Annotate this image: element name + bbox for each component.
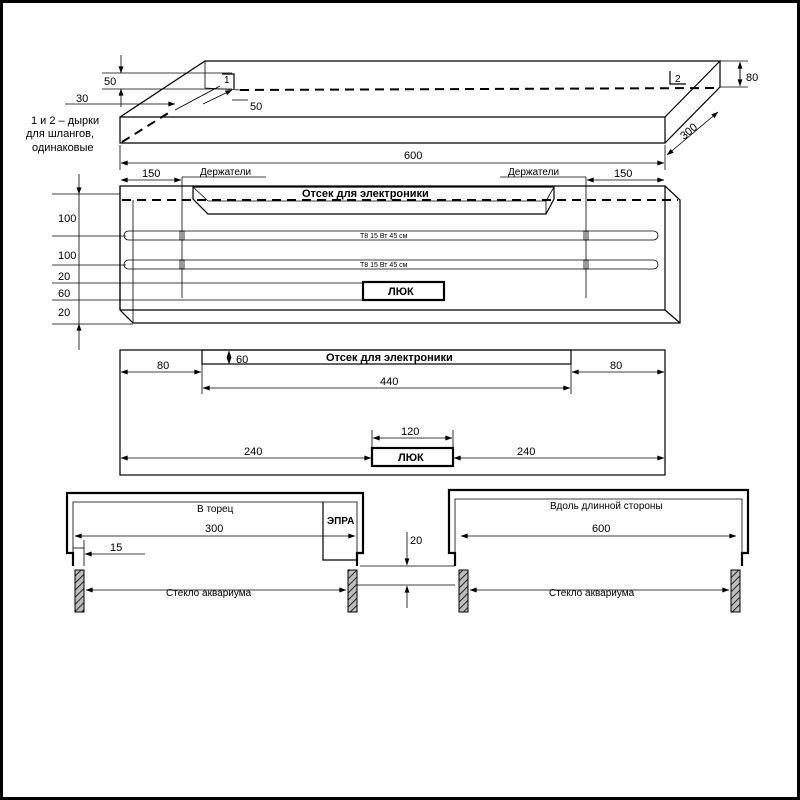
dim-150-right: 150 xyxy=(614,168,633,180)
section-end-dim-15: 15 xyxy=(110,542,123,554)
dim-80: 80 xyxy=(746,72,759,84)
plan-hatch-label: ЛЮК xyxy=(398,452,424,464)
holder-left-label: Держатели xyxy=(200,167,252,178)
page-border xyxy=(2,2,799,799)
dim-30: 30 xyxy=(76,93,89,105)
dim-300: 300 xyxy=(678,121,700,143)
vdim-5: 20 xyxy=(58,307,71,319)
plan-dim-440: 440 xyxy=(380,376,399,388)
hole-1-label: 1 xyxy=(224,75,230,86)
plan-dim-240-left: 240 xyxy=(244,446,263,458)
top-3d-view xyxy=(26,55,758,170)
section-long-glass: Стекло аквариума xyxy=(549,588,635,599)
dim-50-vertical: 50 xyxy=(104,76,117,88)
section-long-dim-600: 600 xyxy=(592,523,611,535)
lamp-compartment-label: Отсек для электроники xyxy=(302,188,429,200)
plan-dim-240-right: 240 xyxy=(517,446,536,458)
epra-label: ЭПРА xyxy=(327,516,355,527)
plan-dim-80-left: 80 xyxy=(157,360,170,372)
glass-right-2 xyxy=(731,570,740,612)
vdim-1: 100 xyxy=(58,213,77,225)
note-line-2: для шлангов, xyxy=(26,128,95,140)
section-end-glass: Стекло аквариума xyxy=(166,588,252,599)
dim-50-diagonal: 50 xyxy=(250,101,263,113)
dim-150-left: 150 xyxy=(142,168,161,180)
section-end-view xyxy=(67,493,363,612)
section-end-title: В торец xyxy=(197,504,234,515)
note-line-1: 1 и 2 – дырки xyxy=(31,115,100,127)
vdim-2: 100 xyxy=(58,250,77,262)
tube-1-label: T8 15 Вт 45 см xyxy=(360,233,408,240)
tube-2-label: T8 15 Вт 45 см xyxy=(360,262,408,269)
plan-dim-120: 120 xyxy=(401,426,420,438)
glass-left-2 xyxy=(348,570,357,612)
section-mid-dim-20: 20 xyxy=(410,535,423,547)
plan-dim-60: 60 xyxy=(236,354,249,366)
section-long-title: Вдоль длинной стороны xyxy=(550,501,663,512)
section-mid-dim xyxy=(357,532,455,608)
plan-compartment-label: Отсек для электроники xyxy=(326,352,453,364)
lamp-hatch-label: ЛЮК xyxy=(388,286,414,298)
note-line-3: одинаковые xyxy=(32,142,94,154)
glass-left-1 xyxy=(75,570,84,612)
glass-right-1 xyxy=(459,570,468,612)
plan-dim-80-right: 80 xyxy=(610,360,623,372)
section-end-dim-300: 300 xyxy=(205,523,224,535)
plan-view xyxy=(120,350,665,475)
vdim-3: 20 xyxy=(58,271,71,283)
dim-600: 600 xyxy=(404,150,423,162)
holder-right-label: Держатели xyxy=(508,167,560,178)
hole-2-label: 2 xyxy=(675,74,681,85)
section-long-view xyxy=(449,490,748,612)
vdim-4: 60 xyxy=(58,288,71,300)
lamp-3d-view xyxy=(52,167,680,350)
